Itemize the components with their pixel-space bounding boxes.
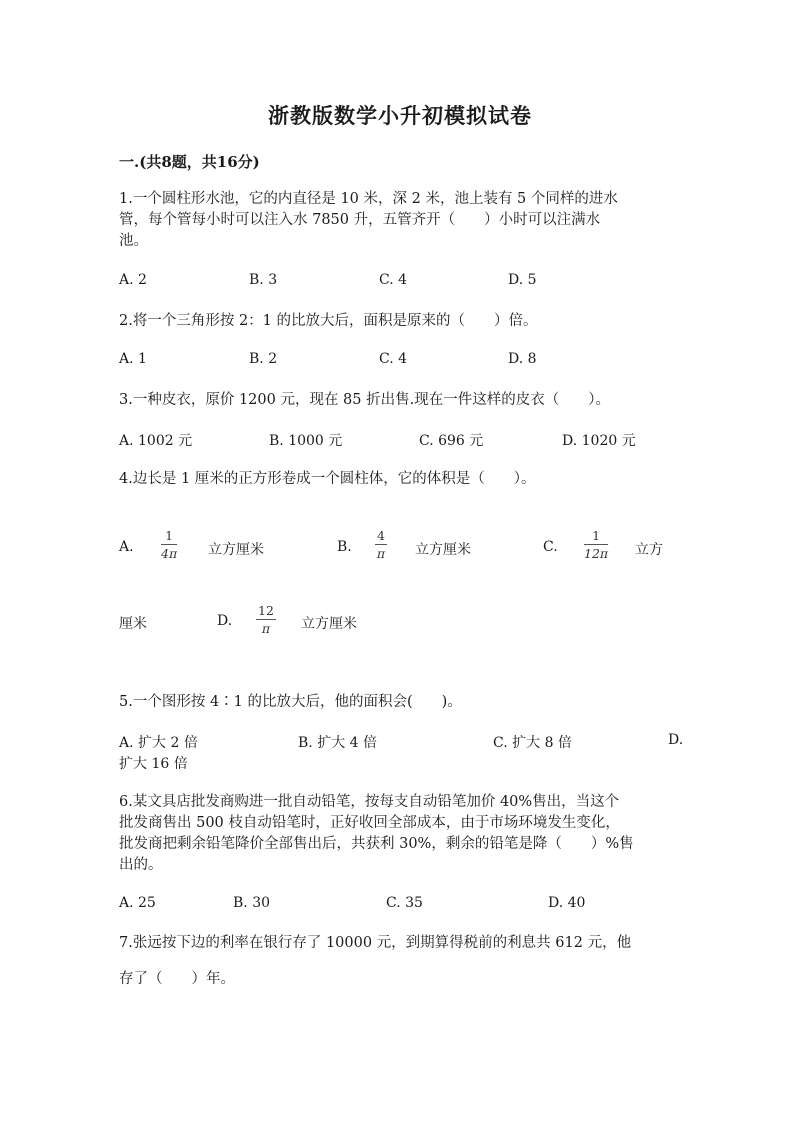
q1-option-d[interactable]: D. 5 (508, 272, 537, 288)
q3-option-b[interactable]: B. 1000 元 (269, 433, 343, 449)
q4-option-c-letter[interactable]: C. (543, 539, 558, 555)
q5-option-d-wrap: 扩大 16 倍 (119, 756, 188, 772)
q5-option-b[interactable]: B. 扩大 4 倍 (298, 735, 377, 751)
q4-option-a-letter[interactable]: A. (119, 539, 134, 555)
q4-option-b-numerator: 4 (377, 528, 385, 543)
q4-option-d-fraction (256, 603, 276, 636)
q5-option-c[interactable]: C. 扩大 8 倍 (493, 735, 572, 751)
q3-option-d[interactable]: D. 1020 元 (562, 433, 636, 449)
q4-option-b-fraction (375, 528, 387, 561)
q1-option-b[interactable]: B. 3 (249, 272, 278, 288)
q6-option-a[interactable]: A. 25 (119, 895, 156, 911)
q4-option-c-denominator: 12π (584, 546, 609, 561)
q3-option-a[interactable]: A. 1002 元 (119, 433, 193, 449)
q4-option-c-unit-wrap: 厘米 (119, 616, 147, 632)
q7-line2: 存了（ ）年。 (119, 971, 235, 987)
q6-line2: 批发商售出 500 枝自动铅笔时，正好收回全部成本，由于市场环境发生变化， (119, 815, 620, 831)
q1-line1: 1.一个圆柱形水池，它的内直径是 10 米，深 2 米，池上装有 5 个同样的进水 (119, 191, 618, 207)
q4-option-b-unit: 立方厘米 (415, 542, 471, 558)
q4-option-d-denominator: π (261, 621, 271, 636)
q4-option-d-numerator: 12 (258, 603, 274, 618)
q4-option-c-numerator: 1 (592, 528, 601, 543)
q1-option-c[interactable]: C. 4 (379, 272, 408, 288)
q1-line3: 池。 (119, 233, 148, 249)
section-heading: 一.(共8题，共16分) (119, 153, 260, 171)
q6-option-b[interactable]: B. 30 (233, 895, 271, 911)
q4-text: 4.边长是 1 厘米的正方形卷成一个圆柱体，它的体积是（ ）。 (119, 471, 536, 487)
q1-option-a[interactable]: A. 2 (119, 272, 147, 288)
q4-option-c-unit: 立方 (635, 542, 663, 558)
page-title: 浙教版数学小升初模拟试卷 (268, 103, 532, 128)
q4-option-d-letter[interactable]: D. (217, 613, 233, 629)
q6-line3: 批发商把剩余铅笔降价全部售出后，共获利 30%，剩余的铅笔是降（ ）%售 (119, 836, 634, 852)
q4-option-a-denominator: 4π (161, 546, 178, 561)
q2-option-b[interactable]: B. 2 (249, 351, 278, 367)
q4-option-b-denominator: π (376, 546, 386, 561)
q4-option-a-unit: 立方厘米 (208, 542, 264, 558)
q4-option-a-numerator: 1 (165, 528, 174, 543)
q2-option-a[interactable]: A. 1 (119, 351, 147, 367)
q5-option-d[interactable]: D. (668, 732, 684, 748)
q6-line1: 6.某文具店批发商购进一批自动铅笔，按每支自动铅笔加价 40%售出，当这个 (119, 794, 620, 810)
q7-line1: 7.张远按下边的利率在银行存了 10000 元，到期算得税前的利息共 612 元，他 (119, 935, 632, 951)
q4-option-b-letter[interactable]: B. (337, 539, 352, 555)
q4-option-d-unit: 立方厘米 (301, 616, 357, 632)
q1-line2: 管，每个管每小时可以注入水 7850 升，五管齐开（ ）小时可以注满水 (119, 212, 601, 228)
q3-option-c[interactable]: C. 696 元 (419, 433, 484, 449)
q2-option-d[interactable]: D. 8 (508, 351, 537, 367)
q4-option-c-fraction (584, 528, 608, 561)
q4-option-a-fraction (161, 528, 177, 561)
q2-text: 2.将一个三角形按 2：1 的比放大后，面积是原来的（ ）倍。 (119, 313, 538, 329)
q2-option-c[interactable]: C. 4 (379, 351, 408, 367)
q5-text: 5.一个图形按 4∶1 的比放大后，他的面积会( )。 (119, 694, 462, 710)
q6-option-c[interactable]: C. 35 (386, 895, 423, 911)
q6-option-d[interactable]: D. 40 (548, 895, 586, 911)
q5-option-a[interactable]: A. 扩大 2 倍 (119, 735, 198, 751)
q3-text: 3.一种皮衣，原价 1200 元，现在 85 折出售.现在一件这样的皮衣（ ）。 (119, 392, 610, 408)
q6-line4: 出的。 (119, 857, 163, 873)
